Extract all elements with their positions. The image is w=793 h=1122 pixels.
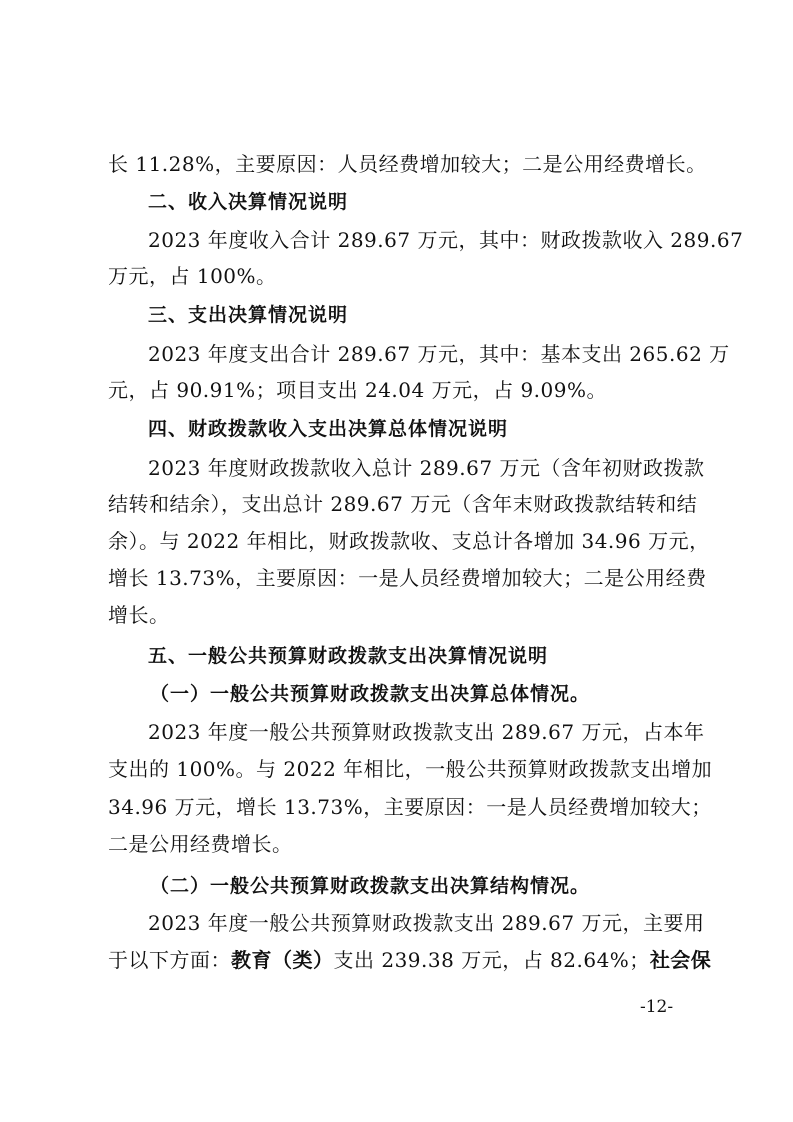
paragraph-line: 2023 年度财政拨款收入总计 289.67 万元（含年初财政拨款	[148, 456, 705, 480]
section-heading-income: 二、收入决算情况说明	[148, 191, 349, 213]
text-segment: 于以下方面：	[108, 948, 231, 972]
paragraph-line: 余）。与 2022 年相比，财政拨款收、支总计各增加 34.96 万元，	[108, 529, 710, 553]
paragraph-line: 支出的 100%。与 2022 年相比，一般公共预算财政拨款支出增加	[108, 757, 713, 781]
subheading-structure: （二）一般公共预算财政拨款支出决算结构情况。	[150, 875, 591, 897]
section-heading-fiscal-total: 四、财政拨款收入支出决算总体情况说明	[148, 418, 509, 440]
paragraph-line: 万元，占 100%。	[108, 264, 277, 288]
bold-category-social: 社会保	[649, 948, 712, 972]
page-number: -12-	[640, 997, 674, 1017]
paragraph-line: 2023 年度一般公共预算财政拨款支出 289.67 万元，占本年	[148, 720, 705, 744]
subheading-overall: （一）一般公共预算财政拨款支出决算总体情况。	[150, 683, 591, 705]
paragraph-line: 增长。	[108, 603, 170, 627]
paragraph-line: 增长 13.73%，主要原因：一是人员经费增加较大；二是公用经费	[108, 566, 707, 590]
section-heading-expense: 三、支出决算情况说明	[148, 304, 349, 326]
paragraph-line: 结转和结余），支出总计 289.67 万元（含年末财政拨款结转和结	[108, 492, 698, 516]
paragraph-line: 2023 年度一般公共预算财政拨款支出 289.67 万元，主要用	[148, 911, 705, 935]
text-segment: 支出 239.38 万元，占 82.64%；	[333, 948, 650, 972]
paragraph-line-mixed	[108, 946, 712, 974]
bold-category-education: 教育（类）	[231, 948, 334, 972]
paragraph-line: 2023 年度收入合计 289.67 万元，其中：财政拨款收入 289.67	[148, 228, 744, 252]
paragraph-line: 2023 年度支出合计 289.67 万元，其中：基本支出 265.62 万	[148, 342, 730, 366]
paragraph-line: 34.96 万元，增长 13.73%，主要原因：一是人员经费增加较大；	[108, 795, 712, 819]
paragraph-line: 二是公用经费增长。	[108, 832, 293, 856]
paragraph-line: 长 11.28%，主要原因：人员经费增加较大；二是公用经费增长。	[108, 152, 707, 176]
section-heading-general-budget: 五、一般公共预算财政拨款支出决算情况说明	[148, 645, 549, 667]
paragraph-line: 元，占 90.91%；项目支出 24.04 万元，占 9.09%。	[108, 378, 607, 402]
